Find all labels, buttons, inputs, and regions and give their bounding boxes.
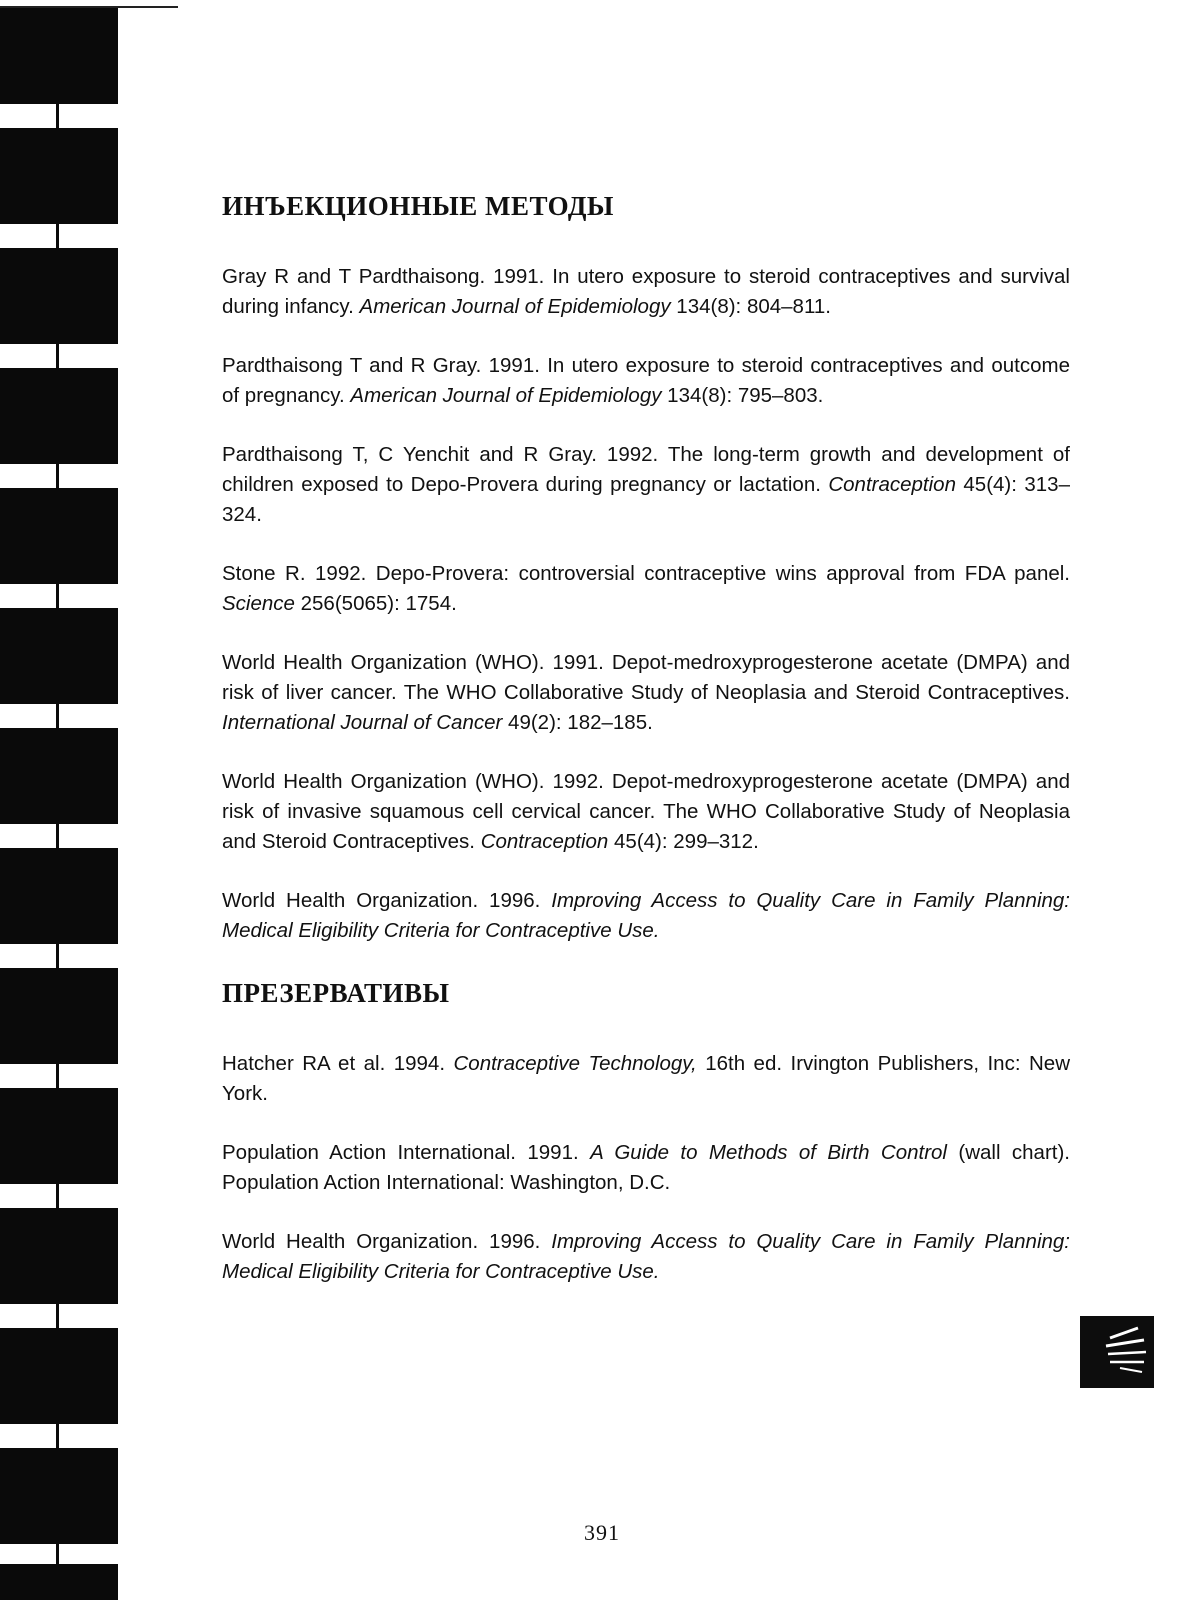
reference-journal: American Journal of Epidemiology [350, 384, 662, 407]
binding-ring-stem [56, 1184, 59, 1208]
binding-ring-stem [56, 704, 59, 728]
binding-ring-stem [56, 1424, 59, 1448]
binding-ring [0, 1328, 118, 1424]
reference-item [222, 559, 1070, 619]
reference-volume: 134(8): 795–803. [661, 384, 824, 407]
binding-ring-stem [56, 104, 59, 128]
page-number: 391 [584, 1520, 620, 1545]
reference-text: Hatcher RA et al. 1994. [222, 1052, 454, 1075]
reference-text: Stone R. 1992. Depo-Provera: controversial contraceptive wins approval from FDA panel. [222, 562, 1070, 585]
reference-volume: 45(4): 313–324. [222, 473, 1070, 526]
reference-journal: International Journal of Cancer [222, 711, 503, 734]
reference-text: World Health Organization (WHO). 1992. Depot-medroxyprogesterone acetate (DMPA) and risk of invasive squamous cell cervical cancer. The WHO Collaborative Study of Neoplasia and Steroid Contraceptives. [222, 770, 1070, 853]
binding-ring-stem [56, 224, 59, 248]
binding-ring [0, 1208, 118, 1304]
binding-ring [0, 608, 118, 704]
binding-ring [0, 728, 118, 824]
reference-item [222, 886, 1070, 946]
reference-journal: Science [222, 592, 295, 615]
reference-text: World Health Organization (WHO). 1991. Depot-medroxyprogesterone acetate (DMPA) and risk of liver cancer. The WHO Collaborative Study of Neoplasia and Steroid Contraceptives. [222, 651, 1070, 704]
reference-item [222, 1227, 1070, 1287]
reference-volume: (wall chart). Population Action International: Washington, D.C. [222, 1141, 1070, 1194]
reference-item [222, 648, 1070, 738]
reference-text: Pardthaisong T and R Gray. 1991. In utero exposure to steroid contraceptives and outcome of pregnancy. [222, 354, 1070, 407]
reference-item [222, 262, 1070, 322]
reference-journal: A Guide to Methods of Birth Control [590, 1141, 947, 1164]
reference-journal: Improving Access to Quality Care in Family Planning: Medical Eligibility Criteria for Contraceptive Use. [222, 1230, 1070, 1283]
reference-text: Gray R and T Pardthaisong. 1991. In utero exposure to steroid contraceptives and survival during infancy. [222, 265, 1070, 318]
binding-spine [0, 8, 118, 1600]
section-tab-graphic [1080, 1316, 1154, 1388]
binding-ring-stem [56, 1064, 59, 1088]
reference-journal: Improving Access to Quality Care in Family Planning: Medical Eligibility Criteria for Contraceptive Use. [222, 889, 1070, 942]
binding-ring-stem [56, 944, 59, 968]
reference-item [222, 1049, 1070, 1109]
reference-volume: 16th ed. Irvington Publishers, Inc: New York. [222, 1052, 1070, 1105]
section-title-condoms: ПРЕЗЕРВАТИВЫ [222, 978, 450, 1008]
section-title-injectables: ИНЪЕКЦИОННЫЕ МЕТОДЫ [222, 191, 614, 221]
reference-text: Population Action International. 1991. [222, 1141, 591, 1164]
binding-ring [0, 848, 118, 944]
binding-ring-stem [56, 824, 59, 848]
references-content [222, 188, 1070, 1316]
binding-ring-stem [56, 344, 59, 368]
binding-ring [0, 1088, 118, 1184]
binding-ring [0, 248, 118, 344]
binding-ring [0, 128, 118, 224]
binding-ring [0, 488, 118, 584]
reference-journal: Contraception [480, 830, 609, 853]
binding-ring [0, 8, 118, 104]
binding-ring [0, 968, 118, 1064]
binding-ring [0, 1564, 118, 1600]
reference-journal: Contraception [828, 473, 956, 496]
reference-journal: Contraceptive Technology, [453, 1052, 697, 1075]
reference-item [222, 440, 1070, 530]
reference-volume: 45(4): 299–312. [608, 830, 759, 853]
spiral-binding-icon [0, 0, 180, 1600]
reference-text: Pardthaisong T, C Yenchit and R Gray. 1992. The long-term growth and development of children exposed to Depo-Provera during pregnancy or lactation. [222, 443, 1070, 496]
binding-ring-stem [56, 464, 59, 488]
reference-text: World Health Organization. 1996. [222, 889, 552, 912]
reference-item [222, 767, 1070, 857]
reference-volume: 49(2): 182–185. [502, 711, 653, 734]
reference-text: World Health Organization. 1996. [222, 1230, 552, 1253]
reference-item [222, 1138, 1070, 1198]
reference-volume: 134(8): 804–811. [670, 295, 831, 318]
binding-ring-stem [56, 1304, 59, 1328]
binding-ring [0, 368, 118, 464]
binding-ring-stem [56, 584, 59, 608]
reference-item [222, 351, 1070, 411]
reference-journal: American Journal of Epidemiology [359, 295, 671, 318]
reference-volume: 256(5065): 1754. [294, 592, 457, 615]
section-tab-icon [1080, 1316, 1154, 1388]
